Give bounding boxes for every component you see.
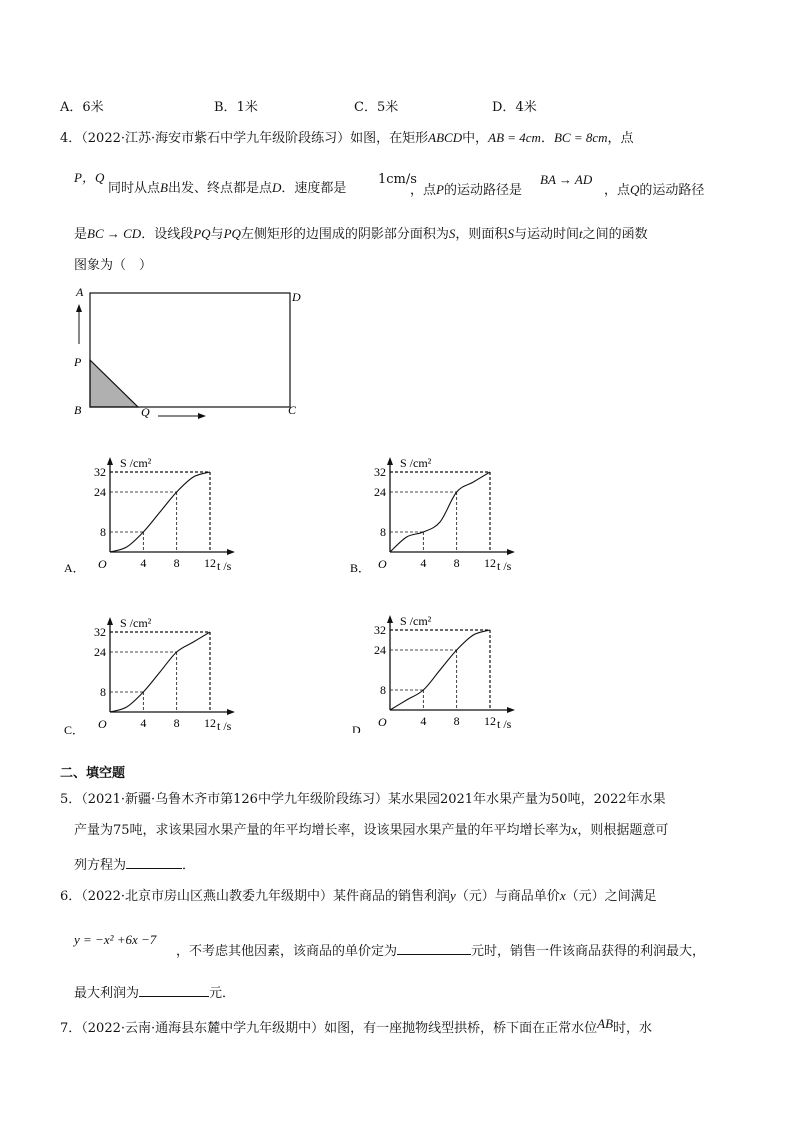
graph-c xyxy=(62,610,242,735)
q5-line2: 产量为75吨，求该果园水果产量的年平均增长率，设该果园水果产量的年平均增长率为x，则根据题意可 xyxy=(74,822,669,838)
x-label: t /s xyxy=(217,719,232,733)
q4-speed: 1cm/s xyxy=(378,172,417,187)
q4-line2c: ，点P的运动路径是 xyxy=(410,182,522,198)
q4-line2a: P，Q xyxy=(74,170,105,185)
option-b: B．1米 xyxy=(214,100,258,115)
x-tick-4: 4 xyxy=(140,556,147,570)
y-label: S /cm² xyxy=(400,614,432,628)
option-a: A．6米 xyxy=(60,100,104,115)
option-c: C．5米 xyxy=(354,100,399,115)
x-label: t /s xyxy=(497,717,512,731)
q4-line3: 是BC → CD．设线段PQ与PQ左侧矩形的边围成的阴影部分面积为S，则面积S与运动时间t之间的函数 xyxy=(74,226,648,242)
q4-line4: 图象为（ ） xyxy=(74,258,153,273)
y-tick-24: 24 xyxy=(94,645,106,659)
option-label: B． xyxy=(350,561,371,575)
y-tick-8: 8 xyxy=(380,683,386,697)
q5-line1: 5．（2021·新疆·乌鲁木齐市第126中学九年级阶段练习）某水果园2021年水果产量为50吨，2022年水果 xyxy=(60,792,666,807)
label-a: A xyxy=(76,285,84,299)
x-tick-12: 12 xyxy=(484,714,496,728)
q4-path-p: BA → AD xyxy=(540,172,593,187)
origin-label: O xyxy=(378,557,387,571)
y-tick-32: 32 xyxy=(94,465,106,479)
x-tick-8: 8 xyxy=(173,716,180,730)
curve xyxy=(390,630,490,710)
graph-a xyxy=(62,450,242,575)
shaded-region xyxy=(90,360,138,407)
q6-line2: ，不考虑其他因素，该商品的单价定为 元时，销售一件该商品获得的利润最大， xyxy=(176,944,706,959)
x-tick-12: 12 xyxy=(204,556,216,570)
q6-formula: y = −x² +6x −7 xyxy=(74,932,157,947)
origin-label: O xyxy=(378,715,387,729)
option-label: D． xyxy=(352,723,373,733)
rectangle-figure xyxy=(70,282,320,422)
option-label: A． xyxy=(64,561,85,575)
x-tick-12: 12 xyxy=(204,716,216,730)
x-label: t /s xyxy=(497,559,512,573)
y-tick-32: 32 xyxy=(374,465,386,479)
section-title: 二、填空题 xyxy=(60,766,126,781)
x-tick-4: 4 xyxy=(420,714,427,728)
x-label: t /s xyxy=(217,559,232,573)
y-label: S /cm² xyxy=(120,456,152,470)
x-tick-8: 8 xyxy=(453,556,460,570)
option-label: C． xyxy=(64,723,85,735)
answer-blank-profit[interactable] xyxy=(139,984,209,997)
graph-b xyxy=(342,450,522,575)
y-label: S /cm² xyxy=(400,456,432,470)
label-q: Q xyxy=(141,405,150,419)
q4-line2: 同时从点B出发、终点都是点D．速度都是 xyxy=(108,180,347,196)
y-label: S /cm² xyxy=(120,616,152,630)
q6-line1: 6．（2022·北京市房山区燕山教委九年级期中）某件商品的销售利润y（元）与商品单价x（元）之间满足 xyxy=(60,888,657,904)
label-p: P xyxy=(74,355,82,369)
x-tick-4: 4 xyxy=(140,716,147,730)
label-c: C xyxy=(288,403,297,417)
graph-d xyxy=(342,608,522,733)
y-tick-32: 32 xyxy=(374,623,386,637)
curve xyxy=(390,472,490,552)
y-tick-8: 8 xyxy=(380,525,386,539)
y-tick-32: 32 xyxy=(94,625,106,639)
y-tick-24: 24 xyxy=(94,485,106,499)
answer-blank-price[interactable] xyxy=(397,942,471,955)
label-b: B xyxy=(74,403,82,417)
curve xyxy=(110,632,210,712)
origin-label: O xyxy=(98,717,107,731)
x-tick-12: 12 xyxy=(484,556,496,570)
x-tick-8: 8 xyxy=(453,714,460,728)
q7-line1: 7．（2022·云南·通海县东麓中学九年级期中）如图，有一座抛物线型拱桥，桥下面在正常水位AB时，水 xyxy=(60,1016,653,1036)
q4-line1: 4．（2022·江苏·海安市紫石中学九年级阶段练习）如图，在矩形ABCD中，AB = 4cm．BC = 8cm，点 xyxy=(60,130,634,146)
q6-line3: 最大利润为 元． xyxy=(74,986,236,1001)
origin-label: O xyxy=(98,557,107,571)
q5-line3: 列方程为 ． xyxy=(74,858,196,873)
y-tick-8: 8 xyxy=(100,685,106,699)
y-tick-8: 8 xyxy=(100,525,106,539)
label-d: D xyxy=(292,290,301,304)
x-tick-4: 4 xyxy=(420,556,427,570)
curve xyxy=(110,472,210,552)
answer-blank[interactable] xyxy=(126,856,182,869)
y-tick-24: 24 xyxy=(374,643,386,657)
q4-line2e: ，点Q的运动路径 xyxy=(604,182,705,198)
y-tick-24: 24 xyxy=(374,485,386,499)
option-d: D．4米 xyxy=(492,100,537,115)
x-tick-8: 8 xyxy=(173,556,180,570)
